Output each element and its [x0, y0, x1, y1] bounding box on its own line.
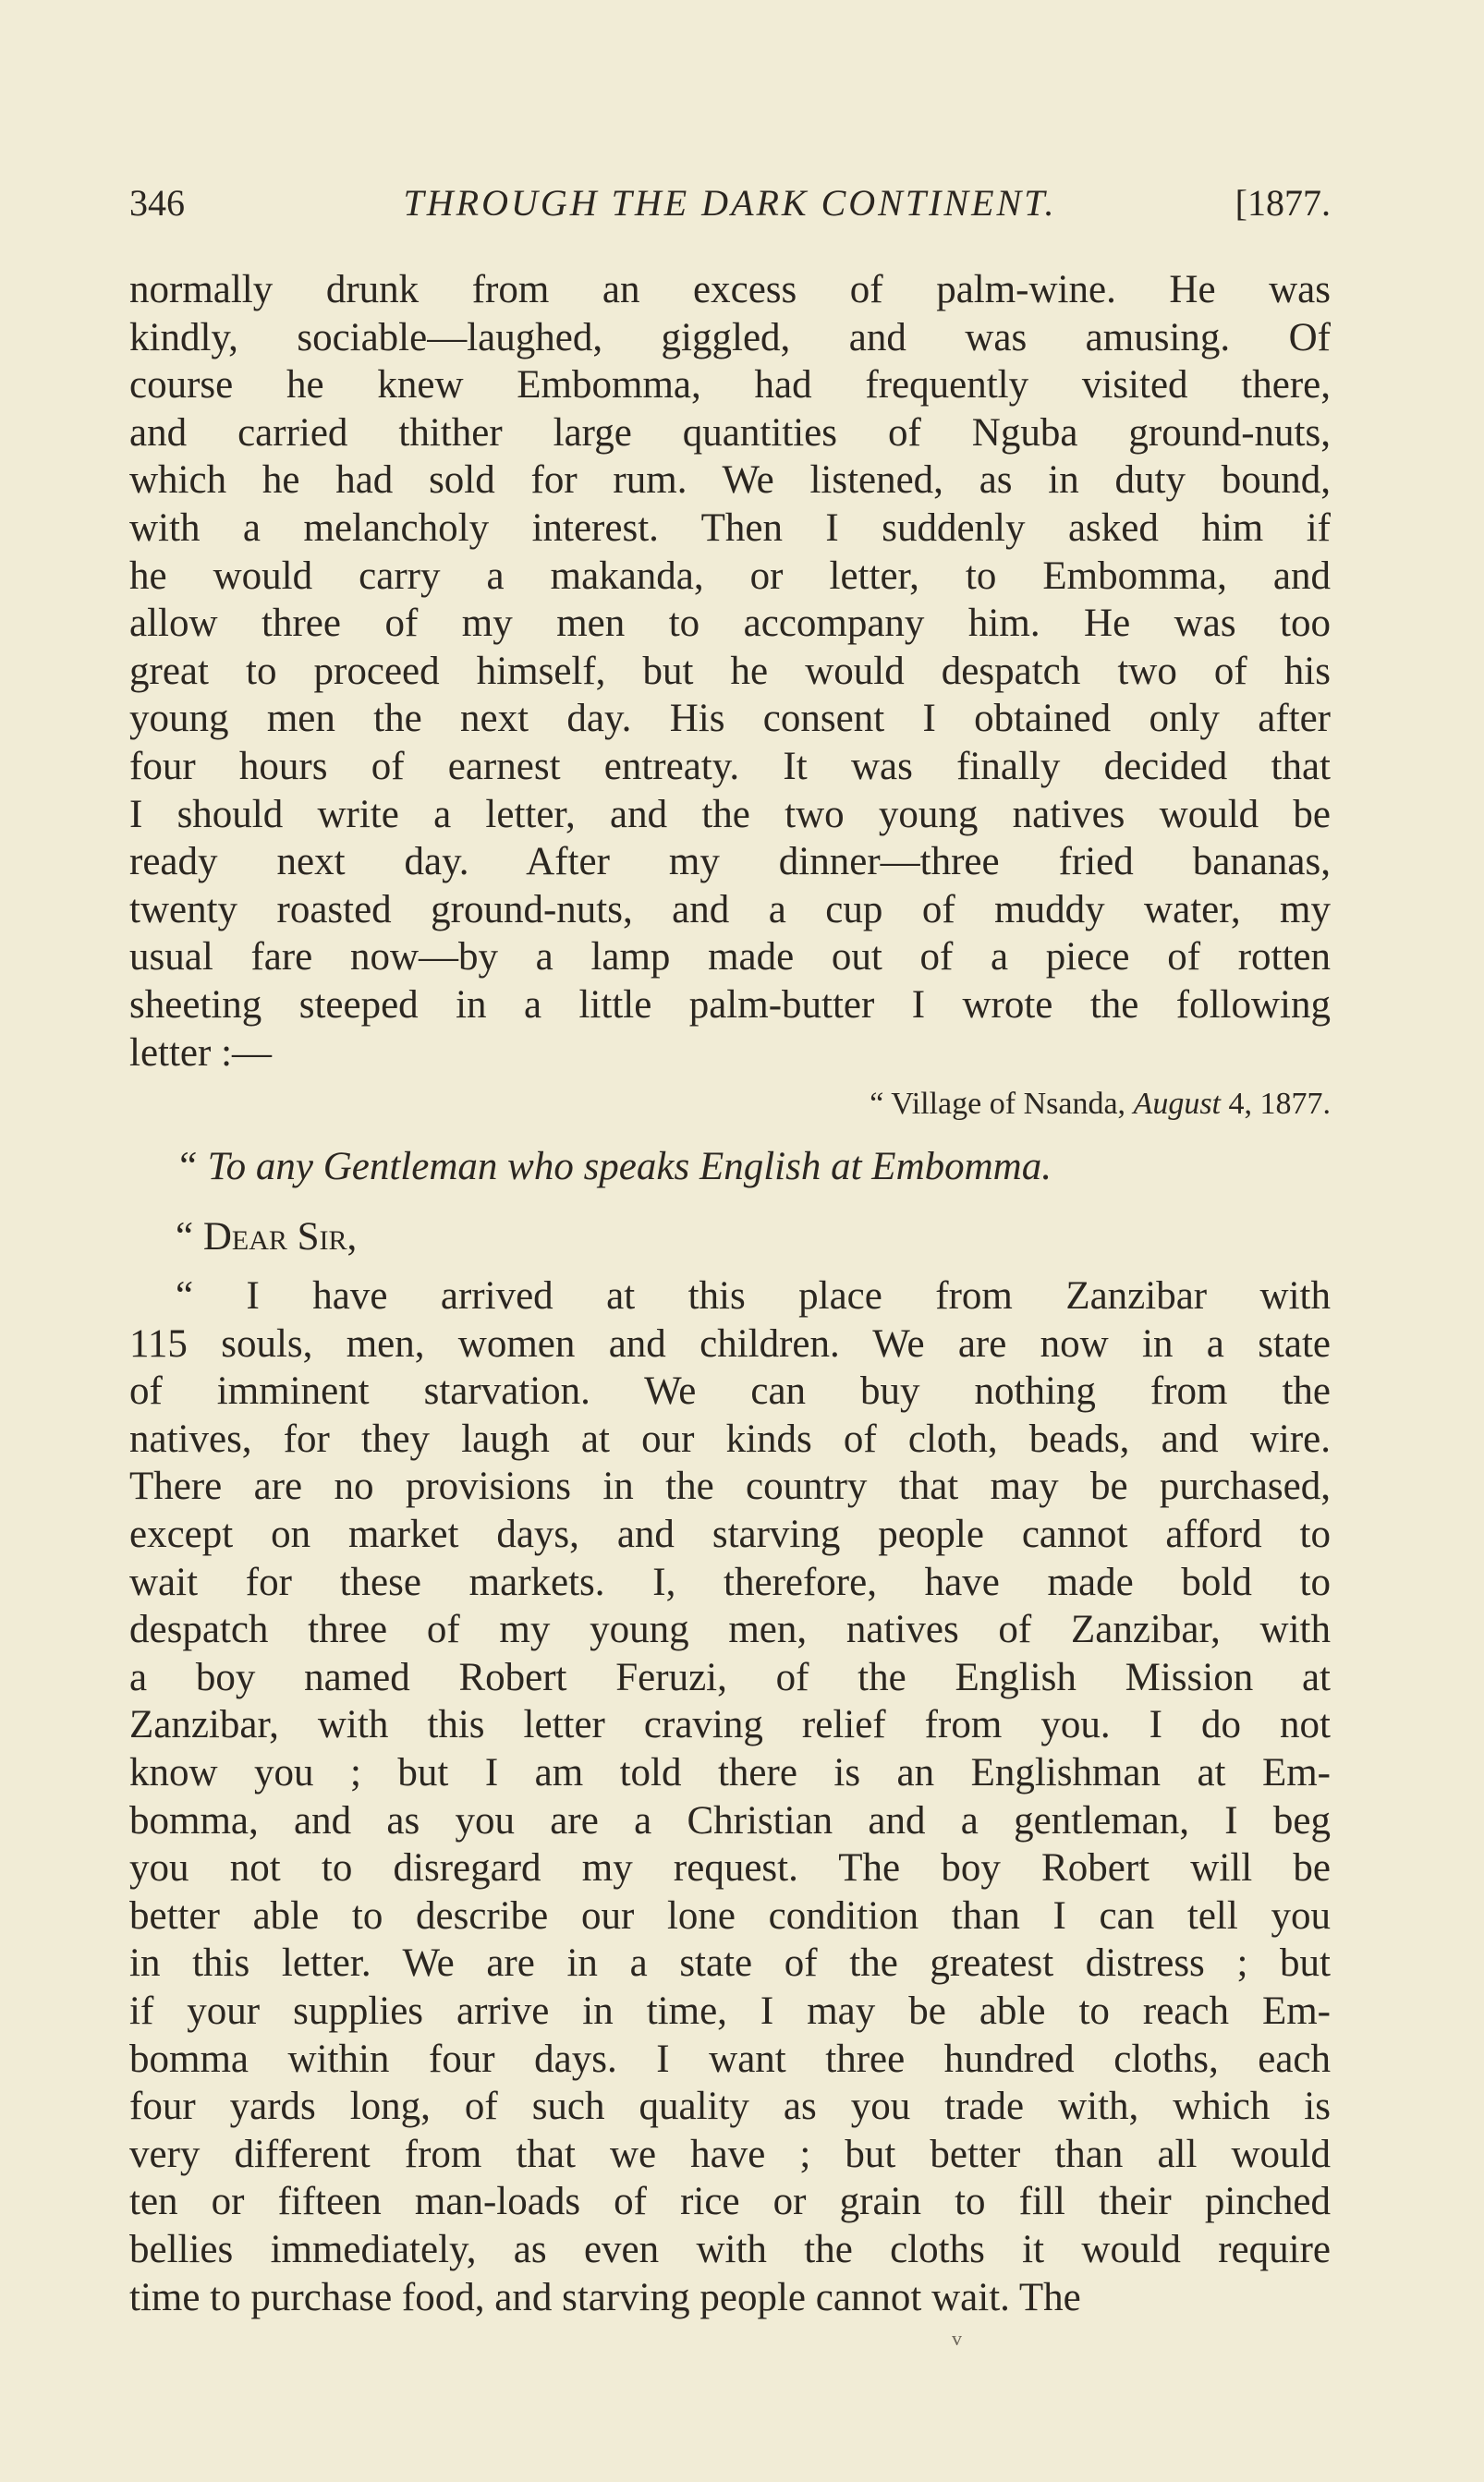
text-line: with a melancholy interest. Then I suddenly asked him if [129, 505, 1331, 550]
text-line: normally drunk from an excess of palm-wine. He was [129, 268, 1331, 311]
text-line: a boy named Robert Feruzi, of the English Mission at [129, 1655, 1331, 1699]
text-line: natives, for they laugh at our kinds of cloth, beads, and wire. [129, 1417, 1331, 1461]
text-line: which he had sold for rum. We listened, as in duty bound, [129, 458, 1331, 503]
dateline-month: August [1133, 1087, 1221, 1122]
text-line: except on market days, and starving people cannot afford to [129, 1513, 1331, 1557]
running-title: THROUGH THE DARK CONTINENT. [403, 182, 1057, 224]
running-header [129, 176, 1331, 231]
text-line: bellies immediately, as even with the cloths it would require [129, 2227, 1331, 2271]
paragraph-narrative [129, 266, 1331, 1077]
running-year: [1877. [1235, 182, 1331, 224]
text-line: I should write a letter, and the two young natives would be [129, 792, 1331, 836]
dateline-day-year: 4, 1877. [1221, 1087, 1331, 1122]
text-line: “ I have arrived at this place from Zanzibar with [176, 1274, 1331, 1319]
text-line: bomma, and as you are a Christian and a gentleman, I beg [129, 1798, 1331, 1843]
text-line: twenty roasted ground-nuts, and a cup of muddy water, my [129, 887, 1331, 931]
text-line: he would carry a makanda, or letter, to Embomma, and [129, 554, 1331, 598]
text-line: great to proceed himself, but he would despatch two of his [129, 649, 1331, 693]
text-line: if your supplies arrive in time, I may be able to reach Em- [129, 1989, 1331, 2033]
text-line: There are no provisions in the country that may be purchased, [129, 1465, 1331, 1509]
text-line: ready next day. After my dinner—three fried bananas, [129, 840, 1331, 884]
text-line: sheeting steeped in a little palm-butter I wrote the following [129, 982, 1331, 1027]
text-line: and carried thither large quantities of Nguba ground-nuts, [129, 410, 1331, 455]
dateline-place: “ Village of Nsanda, [870, 1087, 1134, 1122]
text-line: usual fare now—by a lamp made out of a piece of rotten [129, 935, 1331, 979]
paragraph-letter [129, 1272, 1331, 2321]
text-line: 115 souls, men, women and children. We are now in a state [129, 1321, 1331, 1366]
text-line: of imminent starvation. We can buy nothing from the [129, 1369, 1331, 1414]
text-line: better able to describe our lone condition than I can tell you [129, 1893, 1331, 1938]
text-line: you not to disregard my request. The boy Robert will be [129, 1846, 1331, 1891]
text-line: wait for these markets. I, therefore, have made bold to [129, 1560, 1331, 1604]
letter-address: “ To any Gentleman who speaks English at Embomma. [176, 1145, 1052, 1189]
text-line: time to purchase food, and starving people cannot wait. The [129, 2275, 1081, 2319]
text-line: four hours of earnest entreaty. It was finally decided that [129, 744, 1331, 788]
text-line: four yards long, of such quality as you trade with, which is [129, 2085, 1331, 2129]
text-line: very different from that we have ; but better than all would [129, 2132, 1331, 2176]
text-line: Zanzibar, with this letter craving relief from you. I do not [129, 1703, 1331, 1747]
letter-salutation: “ Dear Sir, [176, 1215, 358, 1259]
signature-mark: v [952, 2327, 962, 2350]
text-line: bomma within four days. I want three hundred cloths, each [129, 2037, 1331, 2081]
text-line: kindly, sociable—laughed, giggled, and was amusing. Of [129, 315, 1331, 359]
letter-dateline [129, 1077, 1331, 1132]
text-line: allow three of my men to accompany him. He was too [129, 602, 1331, 646]
page-body [129, 266, 1331, 2321]
text-line: young men the next day. His consent I obtained only after [129, 697, 1331, 741]
text-line: in this letter. We are in a state of the greatest distress ; but [129, 1941, 1331, 1986]
text-line: course he knew Embomma, had frequently visited there, [129, 363, 1331, 408]
text-line: ten or fifteen man-loads of rice or grain to fill their pinched [129, 2180, 1331, 2224]
text-line: letter :— [129, 1030, 273, 1075]
page-number: 346 [129, 182, 185, 224]
text-line: know you ; but I am told there is an Englishman at Em- [129, 1751, 1331, 1795]
text-line: despatch three of my young men, natives of Zanzibar, with [129, 1608, 1331, 1652]
